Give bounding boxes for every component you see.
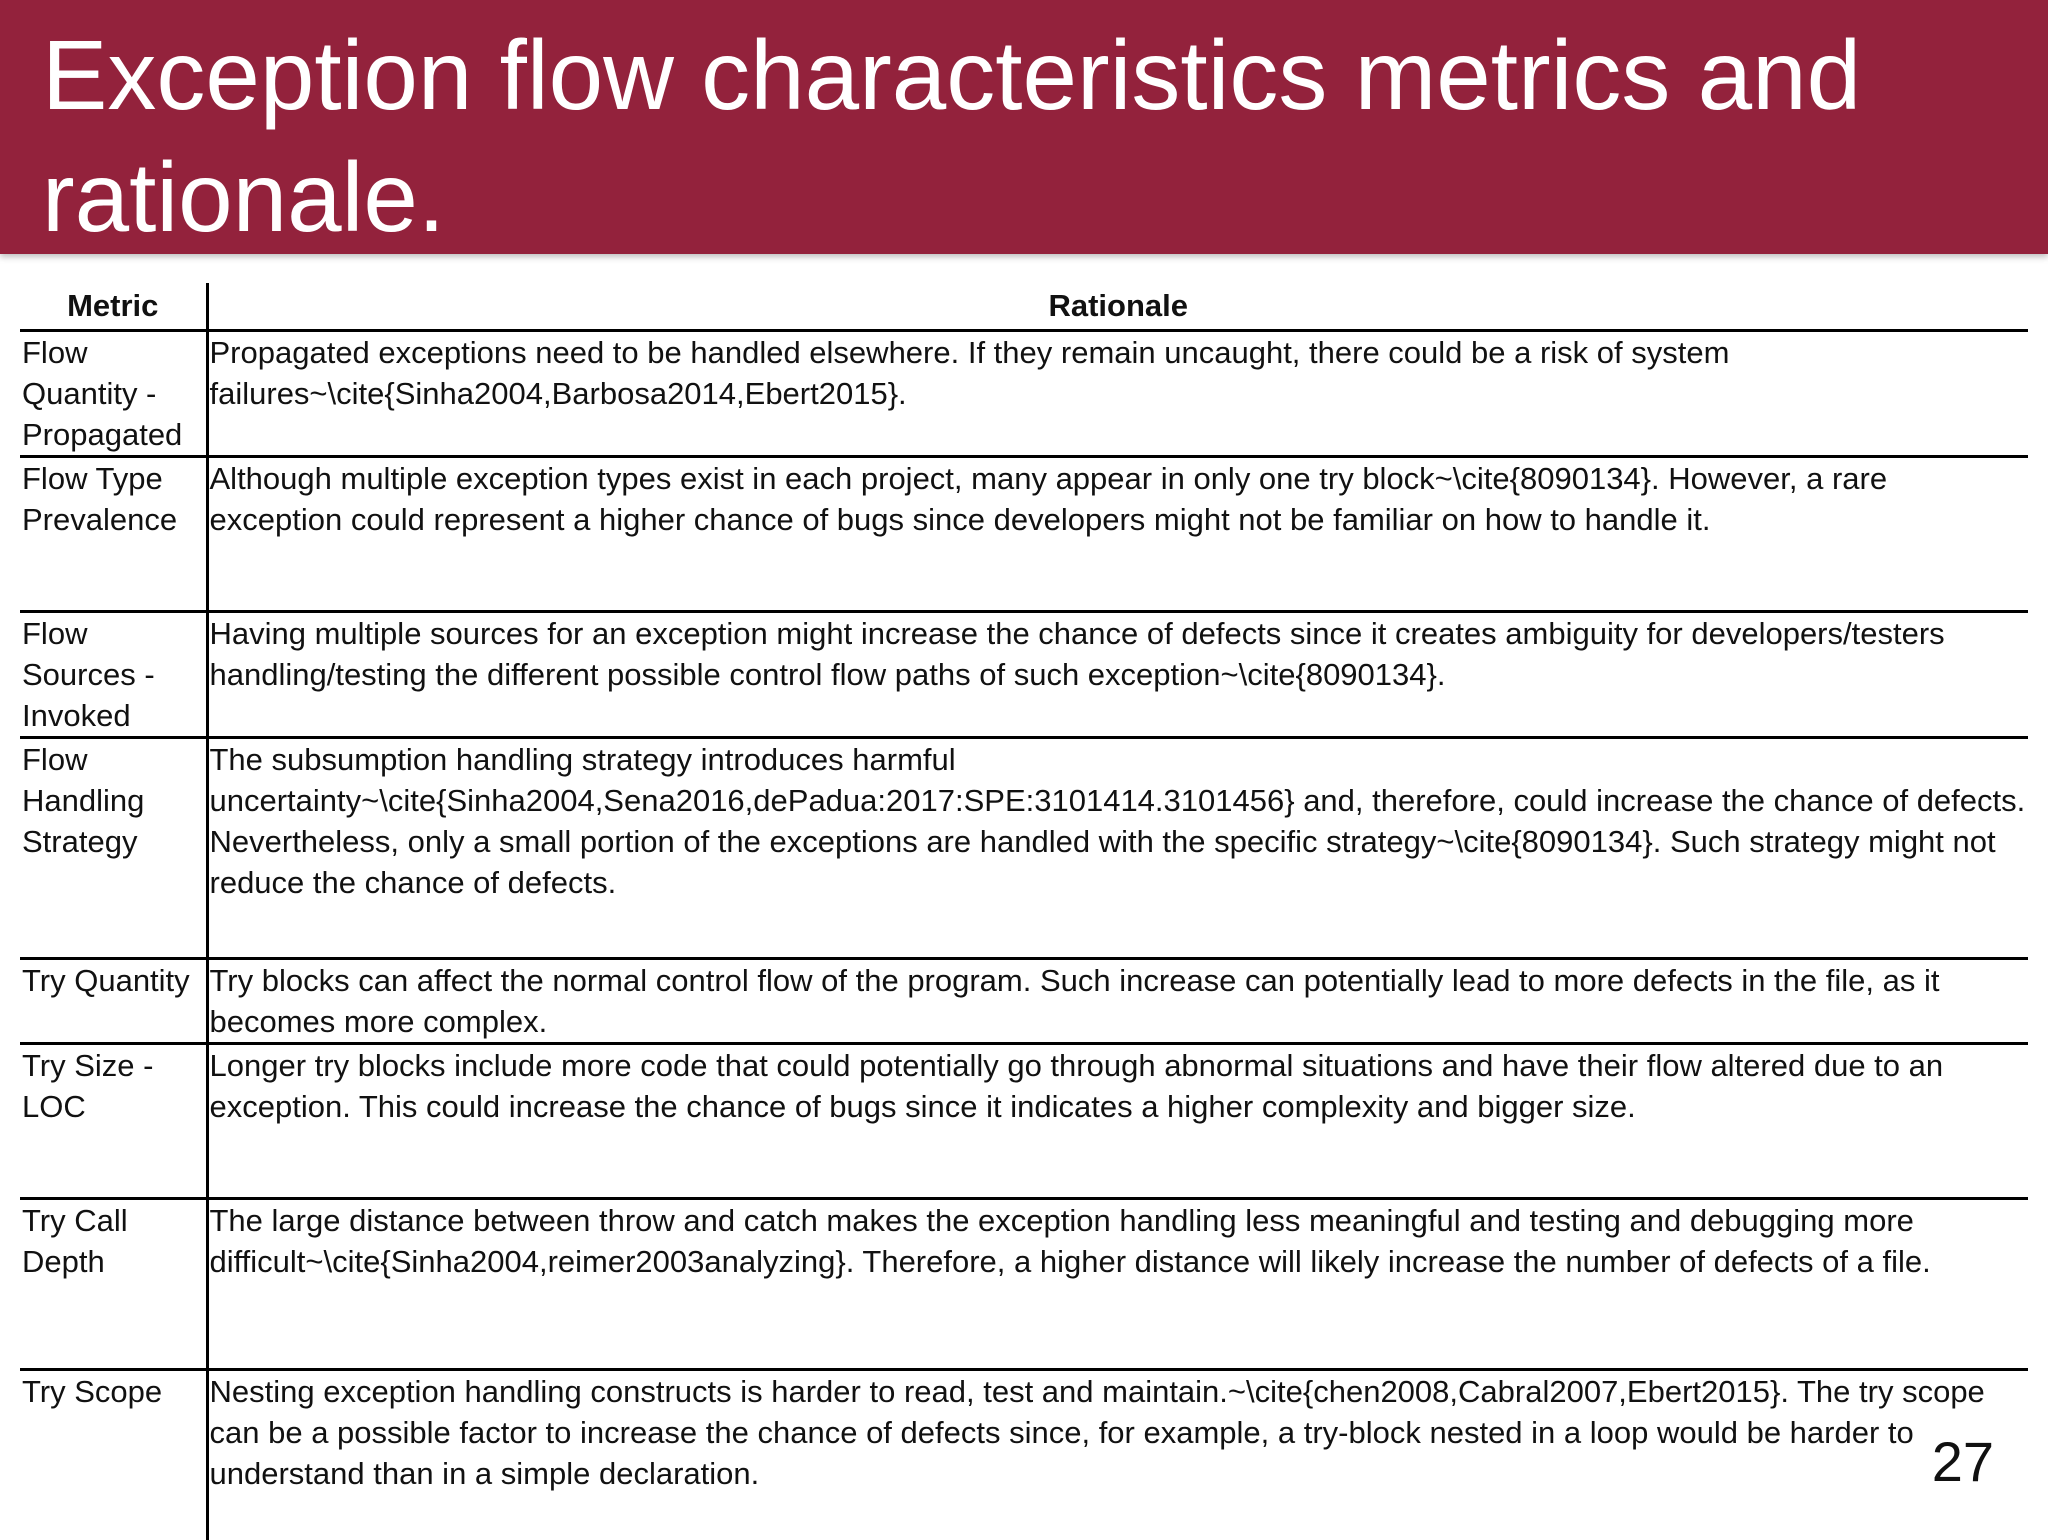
metric-cell: Try Scope xyxy=(20,1370,207,1540)
metric-label: Try Quantity xyxy=(22,963,190,998)
table-row xyxy=(20,959,2028,1044)
table-row xyxy=(20,1044,2028,1199)
rationale-cell: Propagated exceptions need to be handled elsewhere. If they remain uncaught, there could be a risk of system failures~\cite{Sinha2004,Barbosa2014,Ebert2015}. xyxy=(207,331,2028,457)
rationale-cell: Longer try blocks include more code that could potentially go through abnormal situations and have their flow altered due to an exception. This could increase the chance of bugs since it indicates a higher complexity and bigger size. xyxy=(207,1044,2028,1199)
table-row xyxy=(20,331,2028,457)
metric-cell xyxy=(20,959,207,1044)
header-rationale: Rationale xyxy=(207,283,2028,331)
metric-cell: Flow Handling Strategy xyxy=(20,738,207,959)
metric-cell: Flow Type Prevalence xyxy=(20,457,207,612)
table-row xyxy=(20,1199,2028,1370)
table-row xyxy=(20,1370,2028,1540)
rationale-cell: The subsumption handling strategy introduces harmful uncertainty~\cite{Sinha2004,Sena2016,dePadua:2017:SPE:3101414.3101456} and, therefore, could increase the chance of defects. Nevertheless, only a small portion of the exceptions are handled with the specific strategy~\cite{8090134}. Such strategy might not reduce the chance of defects. xyxy=(207,738,2028,959)
table-row xyxy=(20,738,2028,959)
metric-cell: Try Size - LOC xyxy=(20,1044,207,1199)
metric-cell: Try Call Depth xyxy=(20,1199,207,1370)
rationale-cell: Having multiple sources for an exception might increase the chance of defects since it creates ambiguity for developers/testers handling/testing the different possible control flow paths of such exception~\cite{8090134}. xyxy=(207,612,2028,738)
page-number: 27 xyxy=(1931,1430,1994,1493)
rationale-cell: Nesting exception handling constructs is harder to read, test and maintain.~\cite{chen2008,Cabral2007,Ebert2015}. The try scope can be a possible factor to increase the chance of defects since, for example, a try-block nested in a loop would be harder to understand than in a simple declaration. xyxy=(209,1374,1985,1491)
metrics-table-container xyxy=(20,283,2028,1540)
title-bar xyxy=(0,0,2048,254)
rationale-cell: Try blocks can affect the normal control flow of the program. Such increase can potentially lead to more defects in the file, as it becomes more complex. xyxy=(207,959,2028,1044)
header-metric: Metric xyxy=(20,283,207,331)
rationale-cell: Although multiple exception types exist in each project, many appear in only one try block~\cite{8090134}. However, a rare exception could represent a higher chance of bugs since developers might not be familiar on how to handle it. xyxy=(207,457,2028,612)
metric-cell: Flow Sources - Invoked xyxy=(20,612,207,738)
table-row xyxy=(20,612,2028,738)
rationale-cell: The large distance between throw and catch makes the exception handling less meaningful and testing and debugging more difficult~\cite{Sinha2004,reimer2003analyzing}. Therefore, a higher distance will likely increase the number of defects of a file. xyxy=(207,1199,2028,1370)
slide-title: Exception flow characteristics metrics and rationale. xyxy=(42,20,1862,252)
metric-cell: Flow Quantity - Propagated xyxy=(20,331,207,457)
table-row xyxy=(20,457,2028,612)
metrics-table xyxy=(20,283,2028,1540)
table-header-row xyxy=(20,283,2028,331)
